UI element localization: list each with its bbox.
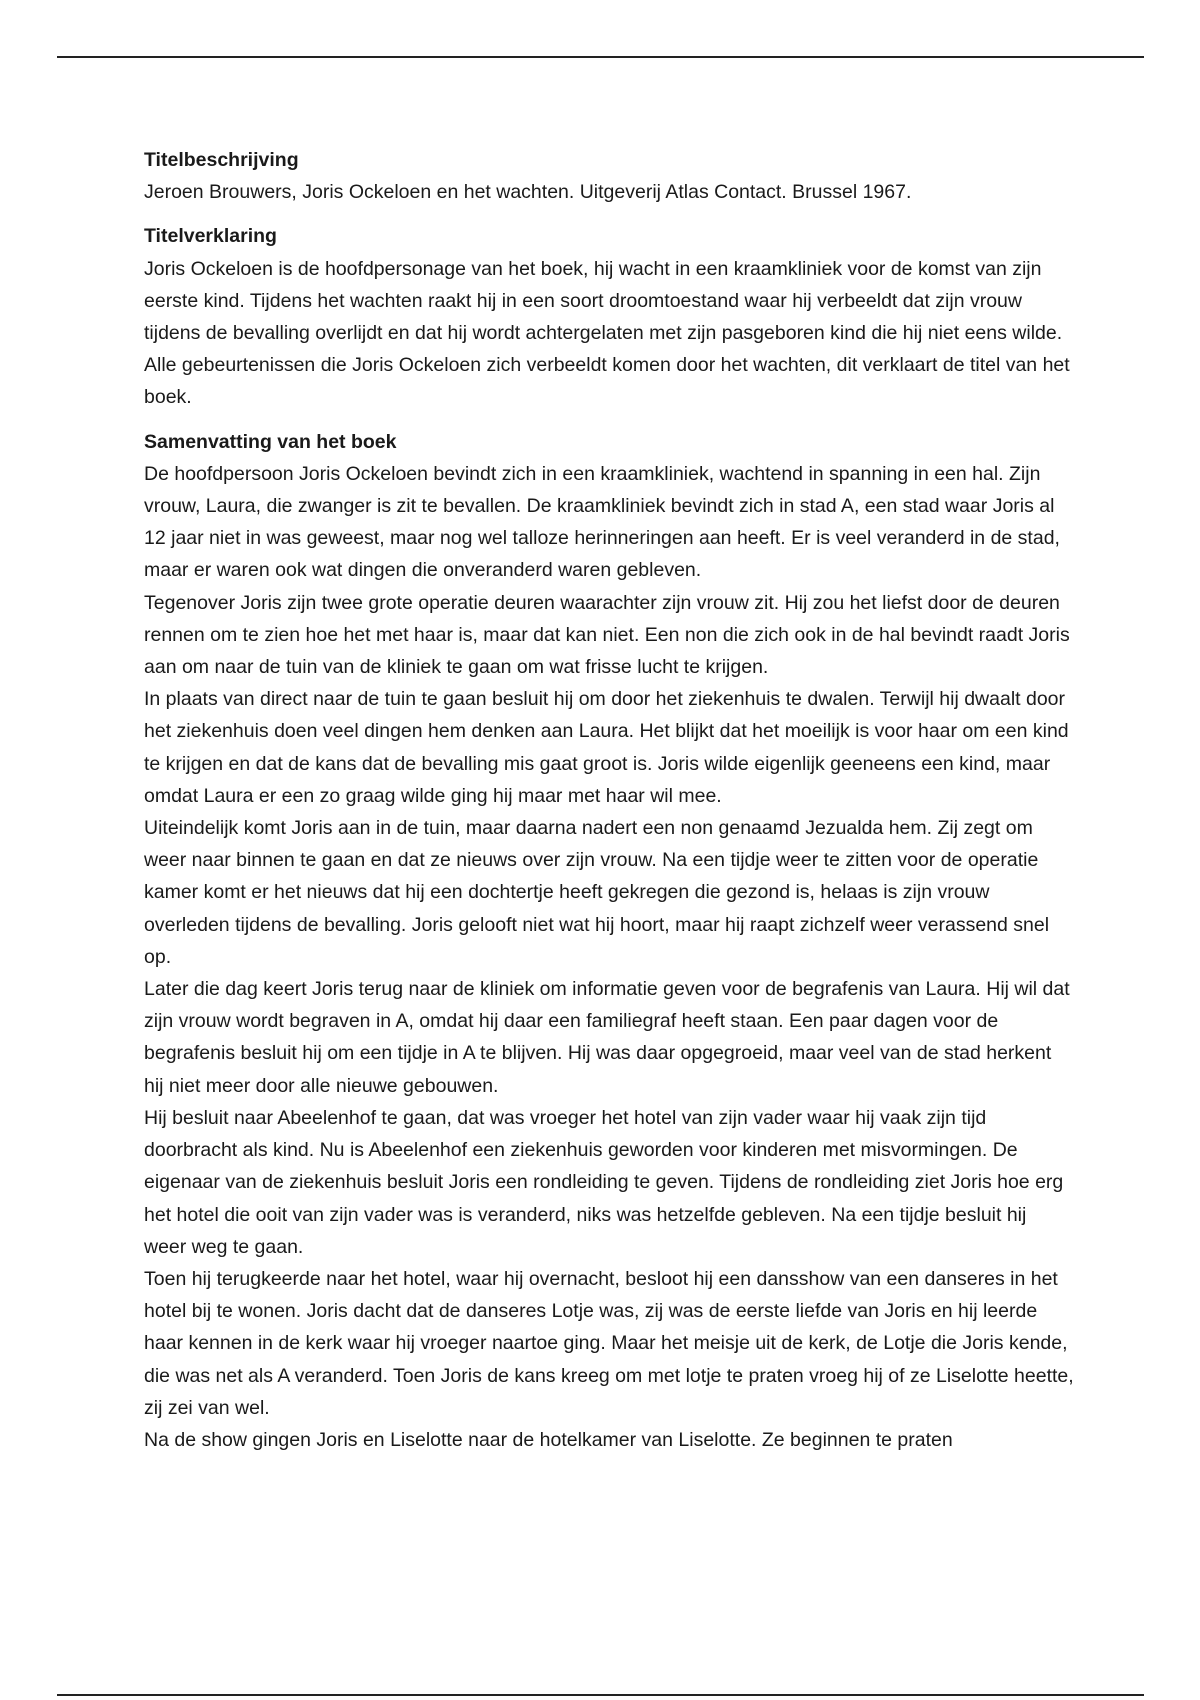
heading-titelverklaring: Titelverklaring bbox=[144, 225, 277, 248]
paragraph: Later die dag keert Joris terug naar de kliniek om informatie geven voor de begrafenis van Laura. Hij wil dat zijn vrouw wordt begraven in A, omdat hij daar een familiegraf heeft staan. Een paar dagen voor de begrafenis besluit hij om een tijdje in A te blijven. Hij was daar opgegroeid, maar veel van de stad herkent hij niet meer door alle nieuwe gebouwen. bbox=[144, 978, 1070, 1097]
heading-samenvatting: Samenvatting van het boek bbox=[144, 430, 397, 453]
heading-titelbeschrijving: Titelbeschrijving bbox=[144, 149, 299, 171]
section-titelbeschrijving bbox=[144, 144, 1074, 208]
section-titelverklaring bbox=[144, 220, 1074, 413]
paragraph: Uiteindelijk komt Joris aan in de tuin, maar daarna nadert een non genaamd Jezualda hem. Zij zegt om weer naar binnen te gaan en dat ze nieuws over zijn vrouw. Na een tijdje weer te zitten voor de operatie kamer komt er het nieuws dat hij een dochtertje heeft gekregen die gezond is, helaas is zijn vrouw overleden tijdens de bevalling. Joris gelooft niet wat hij hoort, maar hij raapt zichzelf weer verassend snel op. bbox=[144, 817, 1050, 968]
paragraph: In plaats van direct naar de tuin te gaan besluit hij om door het ziekenhuis te dwalen. Terwijl hij dwaalt door het ziekenhuis doen veel dingen hem denken aan Laura. Het blijkt dat het moeilijk is voor haar om een kind te krijgen en dat de kans dat de bevalling mis gaat groot is. Joris wilde eigenlijk geeneens een kind, maar omdat Laura er een zo graag wilde ging hij maar met haar wil mee. bbox=[144, 688, 1069, 807]
header-rule bbox=[57, 56, 1144, 58]
document-body bbox=[144, 144, 1074, 1468]
footer-rule bbox=[57, 1694, 1144, 1696]
paragraph: Toen hij terugkeerde naar het hotel, waar hij overnacht, besloot hij een dansshow van een danseres in het hotel bij te wonen. Joris dacht dat de danseres Lotje was, zij was de eerste liefde van Joris en hij leerde haar kennen in de kerk waar hij vroeger naartoe ging. Maar het meisje uit de kerk, de Lotje die Joris kende, die was net als A veranderd. Toen Joris de kans kreeg om met lotje te praten vroeg hij of ze Liselotte heette, zij zei van wel. bbox=[144, 1267, 1074, 1419]
paragraph: De hoofdpersoon Joris Ockeloen bevindt zich in een kraamkliniek, wachtend in spanning in een hal. Zijn vrouw, Laura, die zwanger is zit te bevallen. De kraamkliniek bevindt zich in stad A, een stad waar Joris al 12 jaar niet in was geweest, maar nog wel talloze herinneringen aan heeft. Er is veel veranderd in de stad, maar er waren ook wat dingen die onveranderd waren gebleven. bbox=[144, 462, 1060, 582]
text-titelbeschrijving: Jeroen Brouwers, Joris Ockeloen en het wachten. Uitgeverij Atlas Contact. Brussel 1967. bbox=[144, 181, 912, 204]
paragraph: Hij besluit naar Abeelenhof te gaan, dat was vroeger het hotel van zijn vader waar hij vaak zijn tijd doorbracht als kind. Nu is Abeelenhof een ziekenhuis geworden voor kinderen met misvormingen. De eigenaar van de ziekenhuis besluit Joris een rondleiding te geven. Tijdens de rondleiding ziet Joris hoe erg het hotel die ooit van zijn vader was is veranderd, niks was hetzelfde gebleven. Na een tijdje besluit hij weer weg te gaan. bbox=[144, 1106, 1064, 1258]
paragraph: Na de show gingen Joris en Liselotte naar de hotelkamer van Liselotte. Ze beginnen te praten bbox=[144, 1428, 953, 1451]
paragraph: Tegenover Joris zijn twee grote operatie deuren waarachter zijn vrouw zit. Hij zou het liefst door de deuren rennen om te zien hoe het met haar is, maar dat kan niet. Een non die zich ook in de hal bevindt raadt Joris aan om naar de tuin van de kliniek te gaan om wat frisse lucht te krijgen. bbox=[144, 591, 1070, 679]
text-titelverklaring: Joris Ockeloen is de hoofdpersonage van het boek, hij wacht in een kraamkliniek voor de komst van zijn eerste kind. Tijdens het wachten raakt hij in een soort droomtoestand waar hij verbeeldt dat zijn vrouw tijdens de bevalling overlijdt en dat hij wordt achtergelaten met zijn pasgeboren kind die hij niet eens wilde. Alle gebeurtenissen die Joris Ockeloen zich verbeeldt komen door het wachten, dit verklaart de titel van het boek. bbox=[144, 257, 1070, 409]
section-samenvatting bbox=[144, 426, 1074, 1457]
